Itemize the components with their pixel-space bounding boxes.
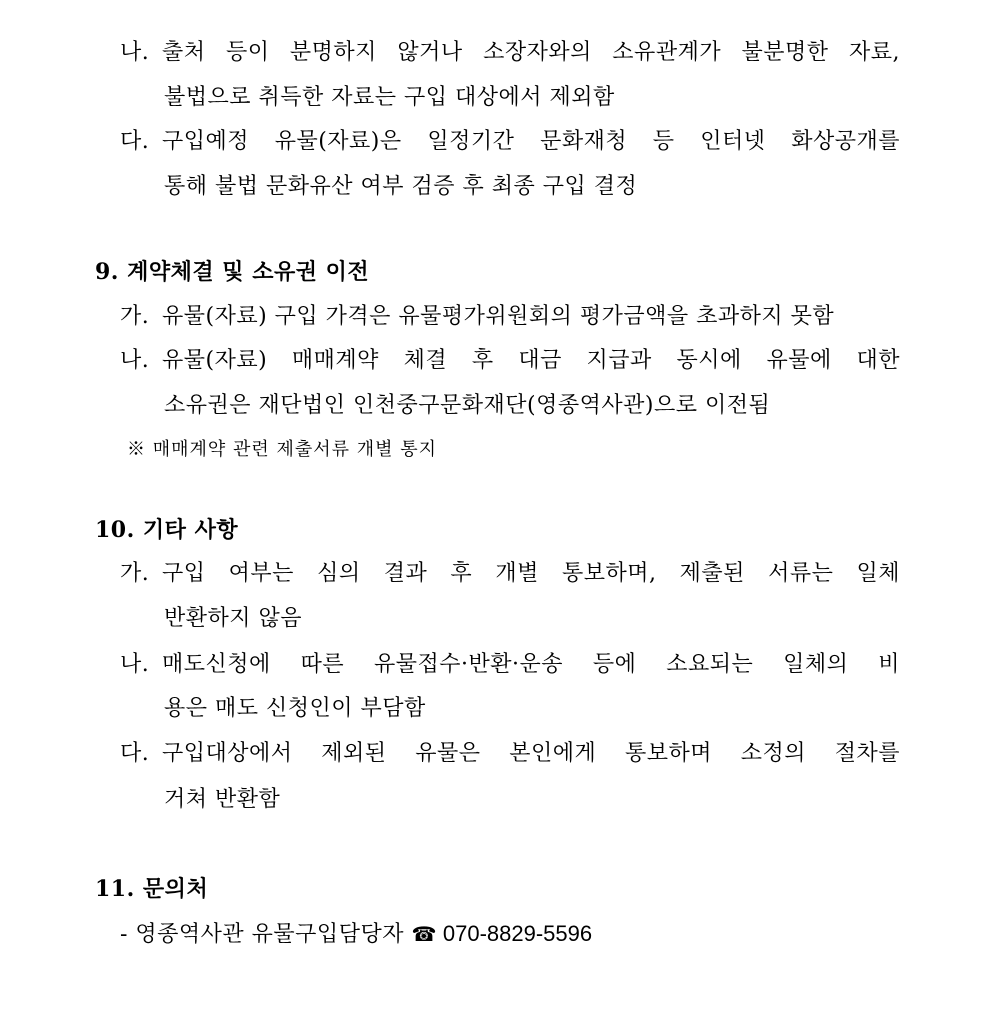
s10-na-marker: 나. (120, 652, 150, 677)
s10-ga-line1 (120, 559, 900, 589)
telephone-icon: ☎ (411, 922, 437, 946)
s8-da-text1: 구입예정 유물(자료)은 일정기간 문화재청 등 인터넷 화상공개를 (162, 129, 900, 154)
s9-note: ※ 매매계약 관련 제출서류 개별 통지 (127, 439, 438, 460)
s9-na-line1 (120, 346, 900, 376)
s8-na-text1: 출처 등이 분명하지 않거나 소장자와의 소유관계가 불분명한 자료, (162, 40, 900, 65)
s8-na-text2: 불법으로 취득한 자료는 구입 대상에서 제외함 (164, 85, 615, 110)
s10-da-line1 (120, 739, 900, 769)
s10-ga-marker: 가. (120, 561, 150, 586)
s8-da-line2 (164, 172, 637, 202)
section9-heading: 9. 계약체결 및 소유권 이전 (95, 259, 370, 285)
s8-na-line1 (120, 38, 900, 68)
section10-heading: 10. 기타 사항 (95, 517, 239, 543)
s8-na-line2 (164, 83, 615, 113)
s9-ga-marker: 가. (120, 304, 150, 329)
s9-na-text2: 소유권은 재단법인 인천중구문화재단(영종역사관)으로 이전됨 (164, 393, 771, 418)
s10-na-line2 (164, 694, 426, 724)
s10-na-text2: 용은 매도 신청인이 부담함 (164, 696, 426, 721)
s10-ga-text1: 구입 여부는 심의 결과 후 개별 통보하며, 제출된 서류는 일체 (162, 561, 900, 586)
s11-contact-line (120, 919, 592, 950)
s9-ga-text1: 유물(자료) 구입 가격은 유물평가위원회의 평가금액을 초과하지 못함 (162, 304, 835, 329)
s10-da-marker: 다. (120, 741, 150, 766)
s8-da-marker: 다. (120, 129, 150, 154)
s10-na-line1 (120, 650, 900, 680)
s8-da-line1 (120, 127, 900, 157)
s9-na-marker: 나. (120, 348, 150, 373)
s10-ga-line2 (164, 604, 302, 634)
s11-contact-prefix: - 영종역사관 유물구입담당자 (120, 922, 404, 947)
s9-na-line2 (164, 391, 770, 421)
section11-heading: 11. 문의처 (95, 876, 209, 902)
s8-na-marker: 나. (120, 40, 150, 65)
s10-da-text2: 거쳐 반환함 (164, 787, 281, 812)
s10-na-text1: 매도신청에 따른 유물접수·반환·운송 등에 소요되는 일체의 비 (162, 652, 900, 677)
s10-da-text1: 구입대상에서 제외된 유물은 본인에게 통보하며 소정의 절차를 (162, 741, 900, 766)
s9-na-text1: 유물(자료) 매매계약 체결 후 대금 지급과 동시에 유물에 대한 (162, 348, 900, 373)
s11-phone-number: 070-8829-5596 (442, 921, 593, 946)
s8-da-text2: 통해 불법 문화유산 여부 검증 후 최종 구입 결정 (164, 174, 638, 199)
s9-ga-line1 (120, 302, 834, 332)
s10-ga-text2: 반환하지 않음 (164, 606, 303, 631)
s10-da-line2 (164, 785, 280, 815)
